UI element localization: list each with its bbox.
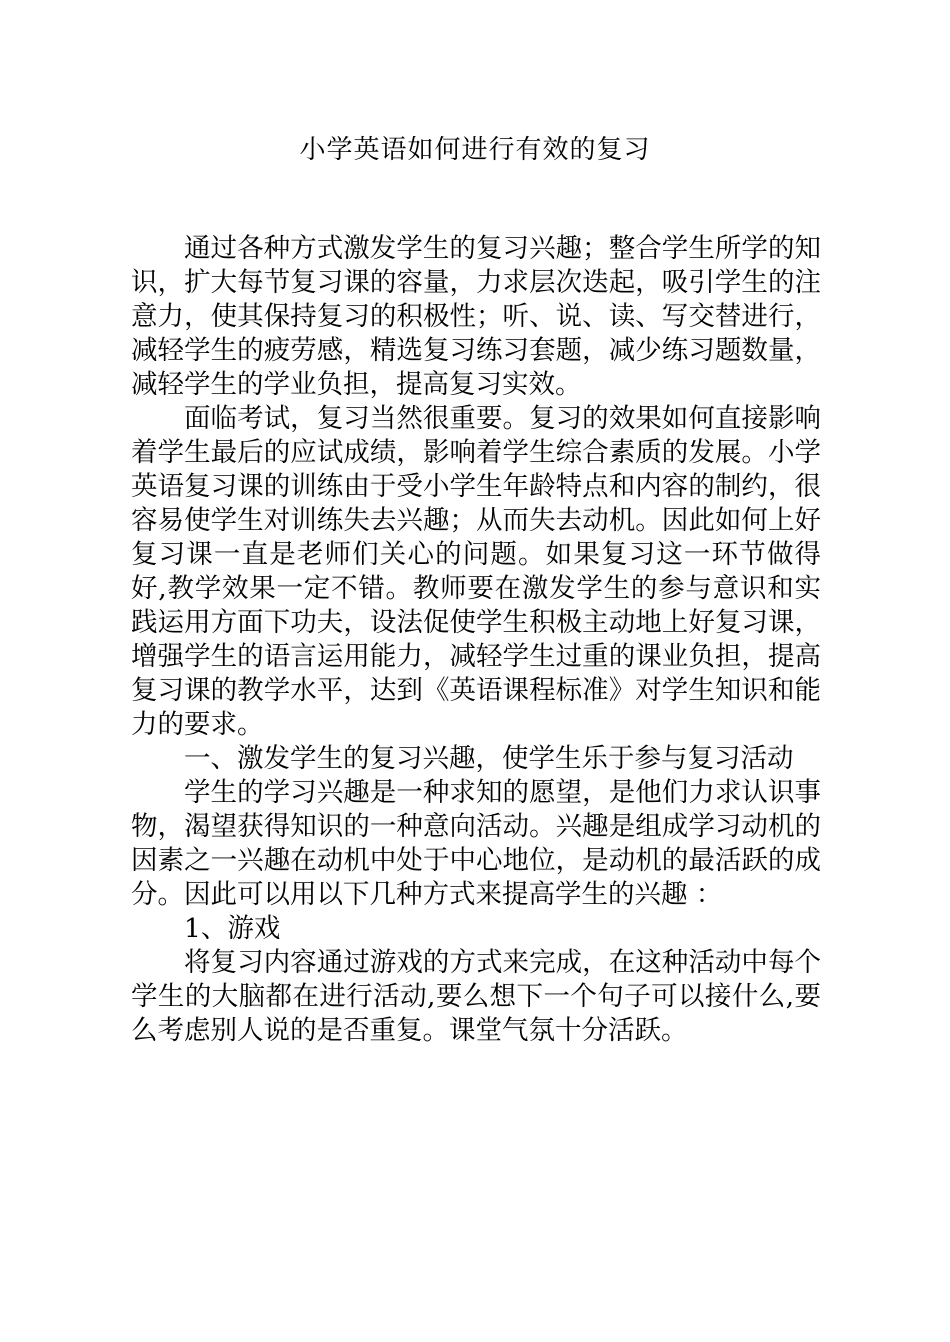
section-heading-1: 一、激发学生的复习兴趣，使学生乐于参与复习活动 bbox=[184, 743, 794, 774]
subheading-games: 1、游戏 bbox=[184, 913, 281, 944]
paragraph-interest: 学生的学习兴趣是一种求知的愿望，是他们力求认识事物，渴望获得知识的一种意向活动。兴趣是组成学习动机的因素之一兴趣在动机中处于中心地位，是动机的最活跃的成分。因此可以用以下几种方式来提高学生的兴趣 ： bbox=[131, 777, 821, 910]
paragraph-games: 将复习内容通过游戏的方式来完成，在这种活动中每个学生的大脑都在进行活动,要么想下一个句子可以接什么,要么考虑别人说的是否重复。课堂气氛十分活跃。 bbox=[131, 947, 821, 1046]
paragraph-intro: 通过各种方式激发学生的复习兴趣；整合学生所学的知识，扩大每节复习课的容量，力求层次迭起，吸引学生的注意力，使其保持复习的积极性；听、说、读、写交替进行，减轻学生的疲劳感，精选复习练习套题，减少练习题数量，减轻学生的学业负担，提高复习实效。 bbox=[131, 233, 821, 400]
document-title: 小学英语如何进行有效的复习 bbox=[299, 135, 651, 165]
document-body bbox=[131, 232, 821, 1048]
paragraph-review-importance: 面临考试，复习当然很重要。复习的效果如何直接影响着学生最后的应试成绩，影响着学生综合素质的发展。小学英语复习课的训练由于受小学生年龄特点和内容的制约，很容易使学生对训练失去兴趣；从而失去动机。因此如何上好复习课一直是老师们关心的问题。如果复习这一环节做得好,教学效果一定不错。教师要在激发学生的参与意识和实践运用方面下功夫，设法促使学生积极主动地上好复习课，增强学生的语言运用能力，减轻学生过重的课业负担，提高复习课的教学水平，达到《英语课程标准》对学生知识和能力的要求。 bbox=[131, 403, 821, 740]
